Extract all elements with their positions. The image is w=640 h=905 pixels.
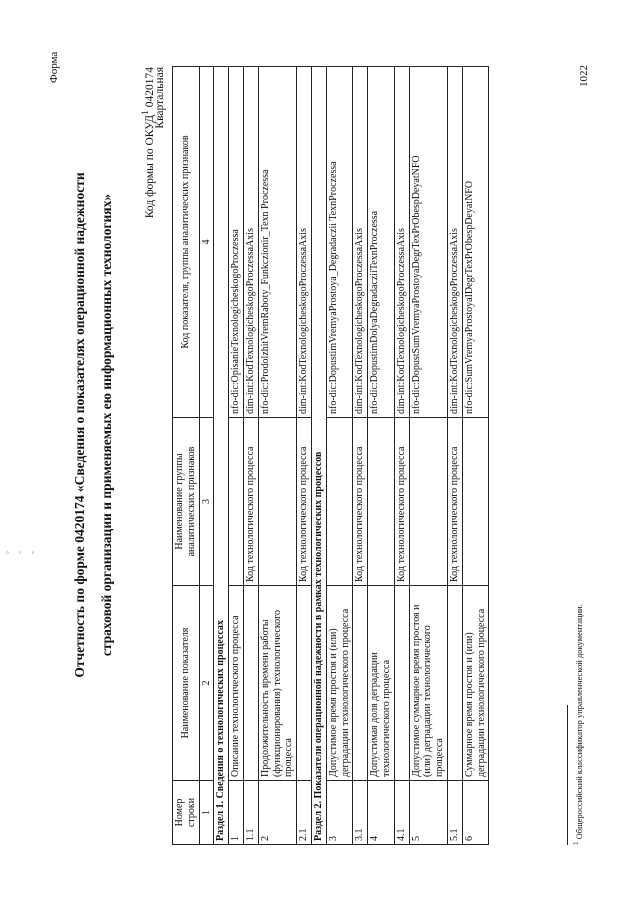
- code-cell: nfo-dic:ProdolzhitVremRaboty_Funkczionir_Texn Proczessa: [258, 67, 296, 418]
- column-number-cell: 1: [199, 781, 214, 845]
- header-cell: Наименование показателя: [173, 586, 200, 781]
- header-cell: Номер строки: [173, 781, 200, 845]
- column-number-cell: 4: [199, 67, 214, 418]
- header-cell: Код показателя, группы аналитических признаков: [173, 67, 200, 418]
- row-number-cell: 2: [258, 781, 296, 845]
- row-number-cell: 5: [409, 781, 447, 845]
- code-cell: nfo-dic:DopustimDolyaDegradacziiTexnProczessa: [368, 67, 395, 418]
- header-cell: Наименование группы аналитических признаков: [173, 418, 200, 586]
- footnote-mark: 1: [572, 841, 580, 845]
- table-row: [326, 67, 353, 845]
- column-number-row: [199, 67, 214, 845]
- footnote: [572, 604, 584, 845]
- okud-footnote-mark: 1: [140, 110, 151, 115]
- table-row: [297, 67, 312, 845]
- table-row: [447, 67, 462, 845]
- group-name-cell: [368, 418, 395, 586]
- code-cell: dim-int:KodTexnologicheskogoProczessaAxis: [394, 67, 409, 418]
- group-name-cell: [462, 418, 489, 586]
- row-number-cell: 6: [462, 781, 489, 845]
- indicator-name-cell: [394, 586, 409, 781]
- code-cell: nfo-dic:OpisanieTexnologicheskogoProczessa: [229, 67, 244, 418]
- table-row: [394, 67, 409, 845]
- periodicity: Квартальная: [154, 67, 166, 129]
- code-cell: dim-int:KodTexnologicheskogoProczessaAxis: [297, 67, 312, 418]
- group-name-cell: Код технологического процесса: [297, 418, 312, 586]
- table-row: [229, 67, 244, 845]
- group-name-cell: Код технологического процесса: [243, 418, 258, 586]
- group-name-cell: Код технологического процесса: [447, 418, 462, 586]
- table-row: [258, 67, 296, 845]
- indicator-name-cell: Продолжительность времени работы (функционирования) технологического процесса: [258, 586, 296, 781]
- group-name-cell: [326, 418, 353, 586]
- section-row: [311, 67, 326, 845]
- row-number-cell: 4.1: [394, 781, 409, 845]
- form-label: Форма: [48, 51, 60, 83]
- row-number-cell: 4: [368, 781, 395, 845]
- table-row: [243, 67, 258, 845]
- scan-margin-marks: ◦ ◦ ◦: [6, 548, 39, 557]
- footnote-text: Общероссийский классификатор управленческой документации.: [573, 604, 584, 840]
- page-number: 1022: [578, 65, 590, 87]
- group-name-cell: [409, 418, 447, 586]
- indicator-name-cell: [447, 586, 462, 781]
- indicator-name-cell: [297, 586, 312, 781]
- row-number-cell: 2.1: [297, 781, 312, 845]
- code-cell: dim-int:KodTexnologicheskogoProczessaAxis: [243, 67, 258, 418]
- row-number-cell: 1: [229, 781, 244, 845]
- table-row: [462, 67, 489, 845]
- group-name-cell: Код технологического процесса: [353, 418, 368, 586]
- column-number-cell: 2: [199, 586, 214, 781]
- code-cell: nfo-dic:SumVremyaProstoyaIDegrTexPrObespDeyatNFO: [462, 67, 489, 418]
- section-title: Раздел 2. Показатели операционной надежности в рамках технологических процессов: [311, 67, 326, 845]
- indicator-name-cell: Допустимое суммарное время простоя и (или) деградации технологического процесса: [409, 586, 447, 781]
- code-cell: dim-int:KodTexnologicheskogoProczessaAxis: [353, 67, 368, 418]
- indicator-name-cell: [243, 586, 258, 781]
- row-number-cell: 3: [326, 781, 353, 845]
- indicator-name-cell: Описание технологического процесса: [229, 586, 244, 781]
- indicator-name-cell: Допустимая доля деградации технологического процесса: [368, 586, 395, 781]
- column-number-cell: 3: [199, 418, 214, 586]
- section-title: Раздел 1. Сведения о технологических процессах: [214, 67, 229, 845]
- okud-code: 0420174: [143, 67, 156, 108]
- group-name-cell: [229, 418, 244, 586]
- section-row: [214, 67, 229, 845]
- group-name-cell: Код технологического процесса: [394, 418, 409, 586]
- report-title-line-1: Отчетность по форме 0420174 «Сведения о показателях операционной надежности: [72, 172, 87, 678]
- group-name-cell: [258, 418, 296, 586]
- row-number-cell: 5.1: [447, 781, 462, 845]
- row-number-cell: 3.1: [353, 781, 368, 845]
- table-row: [368, 67, 395, 845]
- indicator-name-cell: Допустимое время простоя и (или) деградации технологического процесса: [326, 586, 353, 781]
- table-row: [409, 67, 447, 845]
- report-title-line-2: страховой организации и применяемых ею информационных технологиях»: [99, 193, 114, 657]
- table-row: [353, 67, 368, 845]
- code-cell: nfo-dic:DopustSumVremyaProstoyaDegrTexPrObespDeyatNFO: [409, 67, 447, 418]
- report-table: [172, 66, 489, 845]
- indicator-name-cell: Суммарное время простоя и (или) деградации технологического процесса: [462, 586, 489, 781]
- table-header-row: [173, 67, 200, 845]
- code-cell: nfo-dic:DopustimVremyaProstoya_Degradaczii TexnProczessa: [326, 67, 353, 418]
- okud-label: Код формы по ОКУД: [143, 114, 156, 219]
- row-number-cell: 1.1: [243, 781, 258, 845]
- code-cell: dim-int:KodTexnologicheskogoProczessaAxis: [447, 67, 462, 418]
- indicator-name-cell: [353, 586, 368, 781]
- footnote-divider: [567, 705, 568, 845]
